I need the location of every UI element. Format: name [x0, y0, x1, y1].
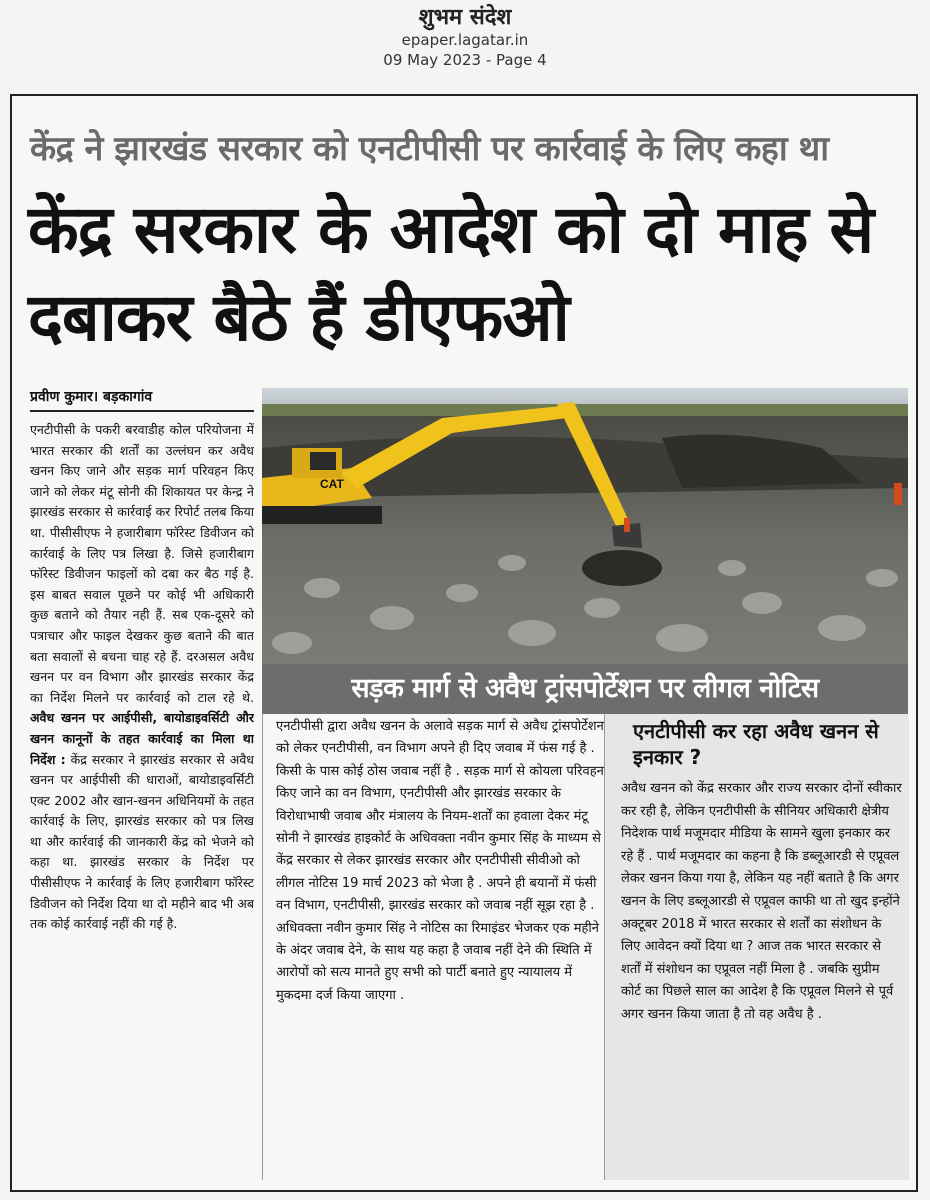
- masthead: [0, 4, 930, 70]
- excavator-brand-label: CAT: [320, 477, 344, 491]
- edition-date: 09 May 2023 - Page 4: [383, 51, 547, 69]
- sidebar-heading: एनटीपीसी कर रहा अवैध खनन से इनकार ?: [633, 719, 879, 769]
- epaper-url[interactable]: epaper.lagatar.in: [401, 31, 529, 49]
- article-kicker: केंद्र ने झारखंड सरकार को एनटीपीसी पर कार्रवाई के लिए कहा था: [30, 129, 829, 169]
- left-body-text-2: केंद्र सरकार ने झारखंड सरकार से अवैध खनन पर आईपीसी की धाराओं, बायोडाइवर्सिटी एक्ट 2002 और खान-खनन अधिनियमों के तहत कार्रवाई के लिए, झारखंड सरकार को पत्र लिख था और कार्रवाई की जानकारी केंद्र को भेजने को कहा था. झारखंड सरकार के निर्देश पर पीसीसीएफ ने कार्रवाई के लिए हजारीबाग फॉरेस्ट डिवीजन को निर्देश दिया था दो महीने बाद भी अब तक कोई कार्रवाई नहीं की गई है.: [30, 751, 254, 932]
- sidebar-box: [604, 714, 909, 1180]
- article-headline: केंद्र सरकार के आदेश को दो माह से दबाकर बैठे हैं डीएफओ: [28, 191, 874, 356]
- sidebar-body: [621, 778, 903, 1178]
- middle-body-text: एनटीपीसी द्वारा अवैध खनन के अलावे सड़क मार्ग से अवैध ट्रांसपोर्टेशन को लेकर एनटीपीसी, वन विभाग अपने ही दिए जवाब में फंस गई है . किसी के पास कोई ठोस जवाब नहीं है . सड़क मार्ग से कोयला परिवहन किए जाने का वन विभाग, एनटीपीसी और झारखंड सरकार के विरोधाभाषी जवाब और मंत्रालय के नियम-शर्तों का हवाला देकर मंटू सोनी ने झारखंड हाइकोर्ट के अधिवक्ता नवीन कुमार सिंह के माध्यम से केंद्र सरकार से लेकर झारखंड सरकार और एनटीपीसी सीवीओ को लीगल नोटिस 19 मार्च 2023 को भेजा है . अपने ही बयानों में फंसी वन विभाग, एनटीपीसी, झारखंड सरकार को जवाब नहीं सूझ रहा है . अधिवक्ता नवीन कुमार सिंह ने नोटिस का रिमाइंडर भेजकर एक महीने के अंदर जवाब देने, के साथ यह कहा है जवाब नहीं देने की स्थिति में आरोपों को सत्य मानते हुए सभी को पार्टी बनाते हुए न्यायालय में मुकदमा दर्ज किया जाएगा .: [276, 719, 604, 1003]
- newspaper-title: शुभम संदेश: [418, 4, 512, 30]
- mining-photo: [262, 388, 908, 664]
- byline: प्रवीण कुमार। बड़कागांव: [30, 389, 153, 405]
- left-body-text: एनटीपीसी के पकरी बरवाडीह कोल परियोजना में भारत सरकार की शर्तों का उल्लंघन कर अवैध खनन किए जाने और सड़क मार्ग परिवहन किए जाने को लेकर मंटू सोनी की शिकायत पर केन्द्र ने झारखंड सरकार से कार्रवाई कर रिपोर्ट तलब किया था. पीसीसीएफ ने हजारीबाग फॉरेस्ट डिवीजन को कार्रवाई के लिए पत्र लिखा है. जिसे हजारीबाग फॉरेस्ट डिवीजन फाइलों को दबा कर बैठ गई है. इस बाबत सवाल पूछने पर कोई भी अधिकारी कुछ बताने को तैयार नही हैं. सब एक-दूसरे को पत्राचार और फाइल देखकर कुछ बताने की बात बता सवालों से बचना चाह रहे हैं. दरअसल अवैध खनन पर वन विभाग और झारखंड सरकार केंद्र का निर्देश मिलने पर कार्रवाई को टाल रहे थे.: [30, 422, 254, 705]
- section-banner: सड़क मार्ग से अवैध ट्रांसपोर्टेशन पर लीगल नोटिस: [262, 664, 908, 714]
- byline-divider: [30, 410, 254, 412]
- left-column: [30, 420, 254, 1165]
- sidebar-body-text: अवैध खनन को केंद्र सरकार और राज्य सरकार दोनों स्वीकार कर रही है, लेकिन एनटीपीसी के सीनियर अधिकारी क्षेत्रीय निदेशक पार्थ मजूमदार मीडिया के सामने खुला इनकार कर रहे हैं . पार्थ मजूमदार का कहना है कि डब्लूआरडी से एप्रूवल लेकर खनन किया गया है, लेकिन यह नहीं बताते है कि अगर खनन के लिए डब्लूआरडी से एप्रूवल काफी था तो खुद इन्होंने अक्टूबर 2018 में भारत सरकार से शर्तों का संशोधन के लिए आवेदन क्यों दिया था ? आज तक भारत सरकार से शर्तों में संशोधन का एप्रूवल नहीं मिला है . जबकि सुप्रीम कोर्ट का पिछले साल का आदेश है कि एप्रूवल मिलने से पूर्व अगर खनन किया जाता है तो वह अवैध है .: [621, 781, 902, 1022]
- left-subheading: अवैध खनन पर आईपीसी, बायोडाइवर्सिटी और खनन कानूनों के तहत कार्रवाई का मिला था निर्देश :: [30, 710, 254, 767]
- middle-column: [276, 716, 606, 1176]
